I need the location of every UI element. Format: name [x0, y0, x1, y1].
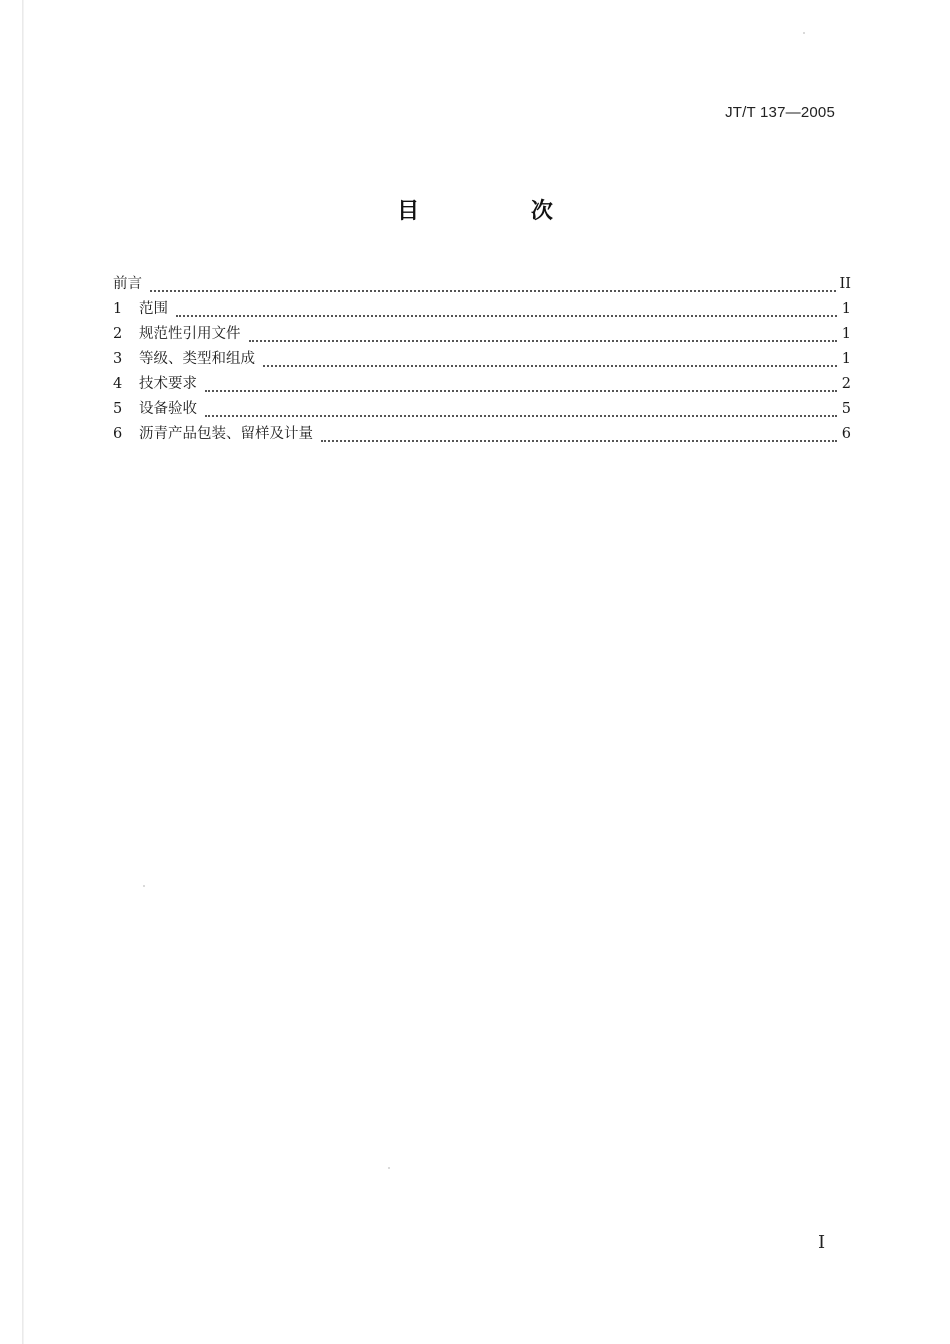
toc-entry-1[interactable] — [113, 297, 851, 322]
toc-entry-label: 沥青产品包装、留样及计量 — [139, 426, 313, 442]
toc-entry-4[interactable] — [113, 372, 851, 397]
toc-dot-leader — [205, 390, 837, 392]
toc-entry-5[interactable] — [113, 397, 851, 422]
toc-entry-3[interactable] — [113, 347, 851, 372]
toc-dot-leader — [176, 315, 837, 317]
page-number: I — [818, 1232, 826, 1253]
toc-entry-6[interactable] — [113, 422, 851, 447]
toc-entry-label: 等级、类型和组成 — [139, 351, 255, 367]
toc-entry-label: 前言 — [113, 276, 142, 292]
scan-speck — [803, 32, 805, 34]
toc-entry-number: 5 — [113, 401, 123, 417]
toc-title: 目 次 — [397, 199, 605, 224]
scan-speck — [143, 885, 145, 887]
toc-entry-page: II — [839, 276, 851, 292]
toc-dot-leader — [249, 340, 838, 342]
toc-entry-foreword[interactable] — [113, 272, 851, 297]
toc-entry-page: 1 — [841, 326, 851, 342]
toc-entry-number: 4 — [113, 376, 123, 392]
toc-entry-number: 6 — [113, 426, 123, 442]
toc-dot-leader — [205, 415, 837, 417]
toc-entry-number: 3 — [113, 351, 123, 367]
toc-entry-label: 范围 — [139, 301, 168, 317]
toc-dot-leader — [321, 440, 837, 442]
toc-entry-page: 1 — [841, 301, 851, 317]
document-code: JT/T 137—2005 — [725, 104, 835, 121]
toc-entry-page: 5 — [841, 401, 851, 417]
toc-entry-page: 1 — [841, 351, 851, 367]
table-of-contents — [113, 272, 851, 447]
toc-entry-page: 2 — [841, 376, 851, 392]
toc-entry-page: 6 — [841, 426, 851, 442]
toc-dot-leader — [150, 290, 836, 292]
toc-entry-label: 技术要求 — [139, 376, 197, 392]
toc-entry-label: 规范性引用文件 — [139, 326, 241, 342]
toc-entry-number: 2 — [113, 326, 123, 342]
scan-speck — [388, 1167, 390, 1169]
toc-entry-label: 设备验收 — [139, 401, 197, 417]
toc-dot-leader — [263, 365, 837, 367]
toc-entry-2[interactable] — [113, 322, 851, 347]
toc-entry-number: 1 — [113, 301, 123, 317]
